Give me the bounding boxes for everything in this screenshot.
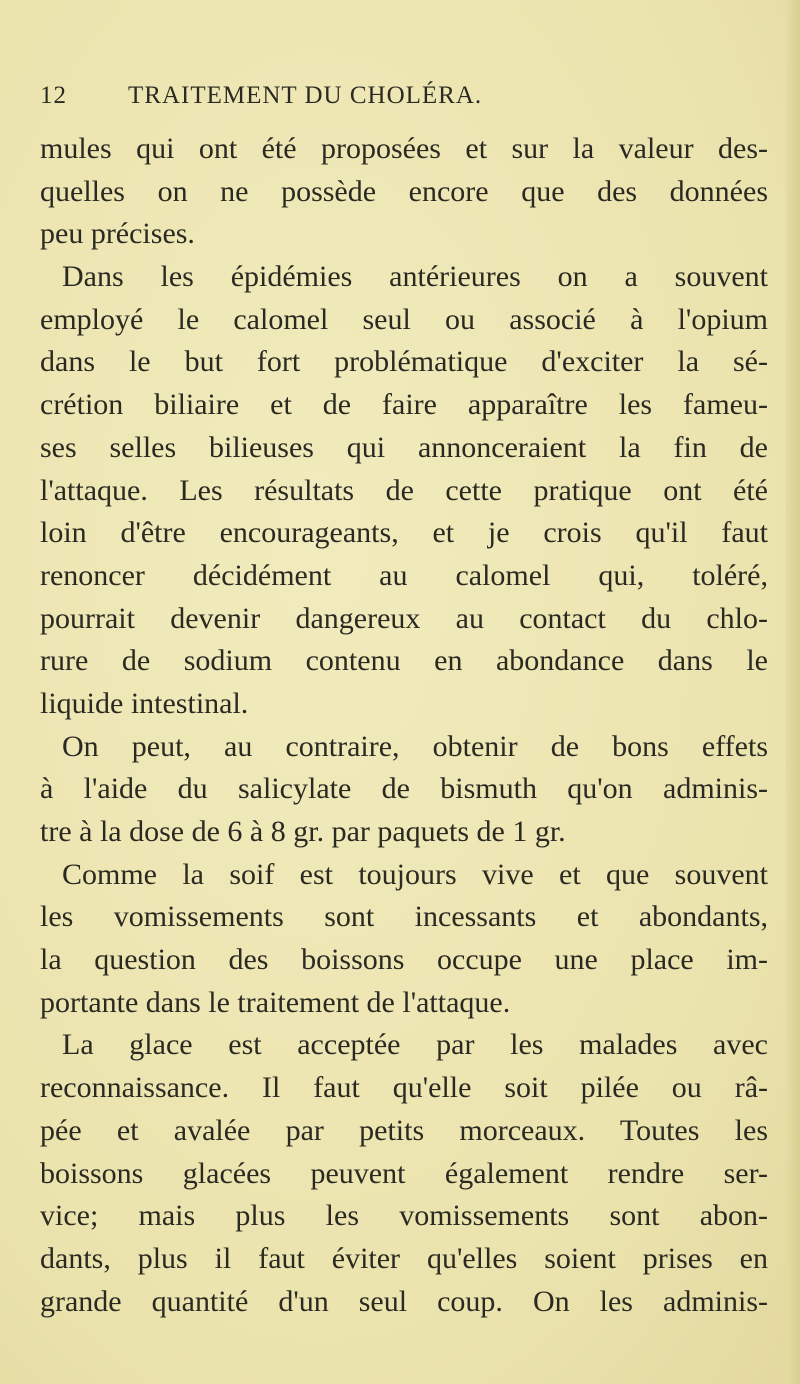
text-line: vice; mais plus les vomissements sont abon- xyxy=(40,1199,768,1233)
text-line: Dans les épidémies antérieures on a souvent xyxy=(62,260,768,294)
text-line: crétion biliaire et de faire apparaître les fameu- xyxy=(40,388,768,422)
text-line: grande quantité d'un seul coup. On les adminis- xyxy=(40,1284,768,1318)
text-line: l'attaque. Les résultats de cette pratique ont été xyxy=(40,473,768,507)
text-line: quelles on ne possède encore que des données xyxy=(40,174,768,208)
page-number: 12 xyxy=(40,82,67,109)
text-line: pourrait devenir dangereux au contact du chlo- xyxy=(40,601,768,635)
body-text xyxy=(40,128,768,1323)
text-line: La glace est acceptée par les malades avec xyxy=(62,1028,768,1062)
text-line: mules qui ont été proposées et sur la valeur des- xyxy=(40,132,768,165)
text-line: renoncer décidément au calomel qui, toléré, xyxy=(40,558,768,592)
text-line: loin d'être encourageants, et je crois qu'il faut xyxy=(40,516,768,550)
text-line: ses selles bilieuses qui annonceraient la fin de xyxy=(40,430,768,464)
text-line: dants, plus il faut éviter qu'elles soient prises en xyxy=(40,1241,768,1275)
text-line: la question des boissons occupe une place im- xyxy=(40,943,768,977)
page-edge xyxy=(786,0,800,1384)
text-line: reconnaissance. Il faut qu'elle soit pilée ou râ- xyxy=(40,1071,768,1105)
text-line: pée et avalée par petits morceaux. Toutes les xyxy=(40,1113,768,1147)
running-title: TRAITEMENT DU CHOLÉRA. xyxy=(128,82,483,109)
text-line: rure de sodium contenu en abondance dans le xyxy=(40,644,768,678)
text-line: employé le calomel seul ou associé à l'opium xyxy=(40,302,768,336)
text-line: peu précises. xyxy=(40,217,195,251)
text-line: Comme la soif est toujours vive et que souvent xyxy=(62,857,768,891)
text-line: à l'aide du salicylate de bismuth qu'on adminis- xyxy=(40,772,768,806)
text-line: liquide intestinal. xyxy=(40,686,249,720)
text-line: les vomissements sont incessants et abondants, xyxy=(40,900,768,934)
text-line: On peut, au contraire, obtenir de bons effets xyxy=(62,729,768,763)
text-line: portante dans le traitement de l'attaque. xyxy=(40,985,511,1019)
text-line: dans le but fort problématique d'exciter la sé- xyxy=(40,345,768,379)
running-header xyxy=(40,82,770,118)
text-line: boissons glacées peuvent également rendre ser- xyxy=(40,1156,768,1190)
text-line: tre à la dose de 6 à 8 gr. par paquets de 1 gr. xyxy=(40,815,566,848)
